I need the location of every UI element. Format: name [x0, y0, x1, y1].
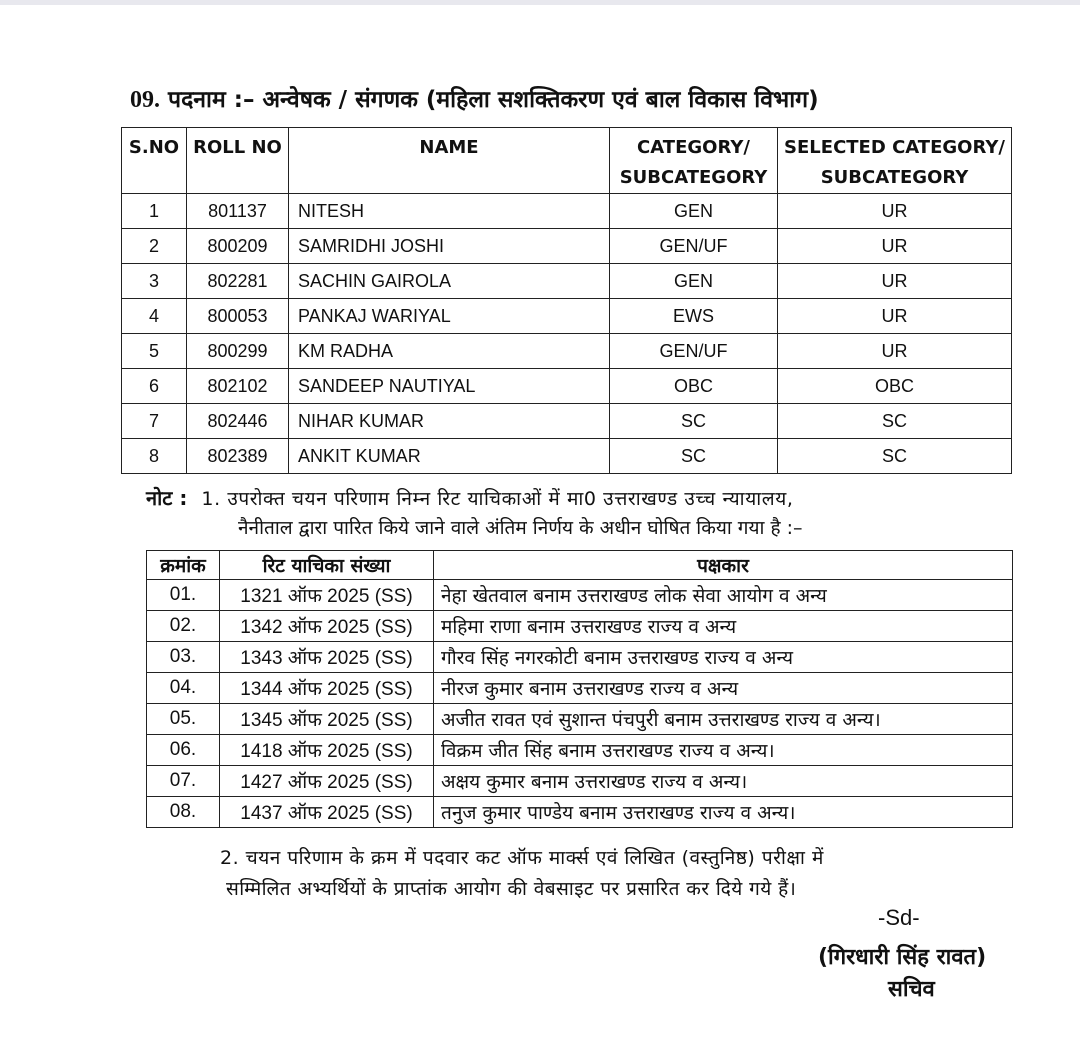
signatory-name: (गिरधारी सिंह रावत) — [818, 945, 987, 970]
cell-name: NIHAR KUMAR — [289, 404, 610, 439]
page-title — [130, 82, 1030, 114]
cell-selected-category: SC — [778, 439, 1012, 474]
cell-roll-no: 802446 — [187, 404, 289, 439]
cell-petition-number: 1345 ऑफ 2025 (SS) — [220, 704, 434, 735]
cell-petition-number: 1321 ऑफ 2025 (SS) — [220, 580, 434, 611]
table-row — [122, 334, 1012, 369]
cell-selected-category: UR — [778, 194, 1012, 229]
table-row — [122, 299, 1012, 334]
cell-parties: महिमा राणा बनाम उत्तराखण्ड राज्य व अन्य — [434, 611, 1013, 642]
cell-petition-number: 1344 ऑफ 2025 (SS) — [220, 673, 434, 704]
cell-petition-number: 1427 ऑफ 2025 (SS) — [220, 766, 434, 797]
table-row — [122, 439, 1012, 474]
cell-roll-no: 800299 — [187, 334, 289, 369]
cell-roll-no: 802102 — [187, 369, 289, 404]
header-serial: क्रमांक — [147, 551, 220, 580]
cell-parties: नीरज कुमार बनाम उत्तराखण्ड राज्य व अन्य — [434, 673, 1013, 704]
cell-sno: 5 — [122, 334, 187, 369]
cell-roll-no: 801137 — [187, 194, 289, 229]
signatory-title: सचिव — [888, 977, 935, 1002]
cell-parties: नेहा खेतवाल बनाम उत्तराखण्ड लोक सेवा आयोग व अन्य — [434, 580, 1013, 611]
table-row — [147, 766, 1013, 797]
table-row — [147, 611, 1013, 642]
cell-roll-no: 800053 — [187, 299, 289, 334]
cell-serial: 01. — [147, 580, 220, 611]
cell-petition-number: 1343 ऑफ 2025 (SS) — [220, 642, 434, 673]
cell-serial: 05. — [147, 704, 220, 735]
cell-name: KM RADHA — [289, 334, 610, 369]
cell-serial: 07. — [147, 766, 220, 797]
header-name: NAME — [289, 128, 610, 194]
table-row — [147, 735, 1013, 766]
cell-parties: अजीत रावत एवं सुशान्त पंचपुरी बनाम उत्तराखण्ड राज्य व अन्य। — [434, 704, 1013, 735]
writ-table-header — [147, 551, 1013, 580]
cell-selected-category: UR — [778, 299, 1012, 334]
cell-category: EWS — [610, 299, 778, 334]
cell-selected-category: OBC — [778, 369, 1012, 404]
cell-selected-category: SC — [778, 404, 1012, 439]
cell-name: NITESH — [289, 194, 610, 229]
cell-petition-number: 1342 ऑफ 2025 (SS) — [220, 611, 434, 642]
table-row — [122, 264, 1012, 299]
cell-category: SC — [610, 439, 778, 474]
cell-serial: 06. — [147, 735, 220, 766]
cell-serial: 08. — [147, 797, 220, 828]
cell-sno: 8 — [122, 439, 187, 474]
table-row — [147, 642, 1013, 673]
cell-name: SACHIN GAIROLA — [289, 264, 610, 299]
cell-parties: गौरव सिंह नगरकोटी बनाम उत्तराखण्ड राज्य व अन्य — [434, 642, 1013, 673]
cell-parties: तनुज कुमार पाण्डेय बनाम उत्तराखण्ड राज्य व अन्य। — [434, 797, 1013, 828]
cell-roll-no: 802281 — [187, 264, 289, 299]
header-selected-category: SELECTED CATEGORY/ SUBCATEGORY — [778, 128, 1012, 194]
cell-name: PANKAJ WARIYAL — [289, 299, 610, 334]
note-point1-line2: नैनीताल द्वारा पारित किये जाने वाले अंतिम निर्णय के अधीन घोषित किया गया है :– — [238, 517, 803, 539]
cell-serial: 02. — [147, 611, 220, 642]
cell-category: OBC — [610, 369, 778, 404]
cell-sno: 6 — [122, 369, 187, 404]
header-parties: पक्षकार — [434, 551, 1013, 580]
selection-table-header — [122, 128, 1012, 194]
cell-petition-number: 1418 ऑफ 2025 (SS) — [220, 735, 434, 766]
cell-sno: 7 — [122, 404, 187, 439]
cell-category: GEN/UF — [610, 334, 778, 369]
table-row — [147, 673, 1013, 704]
cell-selected-category: UR — [778, 334, 1012, 369]
cell-selected-category: UR — [778, 229, 1012, 264]
cell-sno: 1 — [122, 194, 187, 229]
cell-sno: 4 — [122, 299, 187, 334]
cell-petition-number: 1437 ऑफ 2025 (SS) — [220, 797, 434, 828]
cell-selected-category: UR — [778, 264, 1012, 299]
header-category: CATEGORY/ SUBCATEGORY — [610, 128, 778, 194]
cell-sno: 2 — [122, 229, 187, 264]
signature-sd: -Sd- — [878, 905, 920, 930]
cell-category: GEN — [610, 264, 778, 299]
table-row — [147, 797, 1013, 828]
cell-sno: 3 — [122, 264, 187, 299]
cell-name: SANDEEP NAUTIYAL — [289, 369, 610, 404]
table-row — [122, 229, 1012, 264]
top-border — [0, 0, 1080, 5]
cell-roll-no: 800209 — [187, 229, 289, 264]
cell-parties: अक्षय कुमार बनाम उत्तराखण्ड राज्य व अन्य। — [434, 766, 1013, 797]
header-sno: S.NO — [122, 128, 187, 194]
header-roll-no: ROLL NO — [187, 128, 289, 194]
note-point2-line1: 2. चयन परिणाम के क्रम में पदवार कट ऑफ मार्क्स एवं लिखित (वस्तुनिष्ठ) परीक्षा में — [220, 847, 824, 869]
note-label: नोट : — [146, 486, 188, 510]
cell-category: SC — [610, 404, 778, 439]
table-row — [122, 369, 1012, 404]
cell-category: GEN — [610, 194, 778, 229]
post-title: पदनाम :– अन्वेषक / संगणक (महिला सशक्तिकरण एवं बाल विकास विभाग) — [168, 87, 819, 113]
table-row — [122, 194, 1012, 229]
note-point2-line2: सम्मिलित अभ्यर्थियों के प्राप्तांक आयोग की वेबसाइट पर प्रसारित कर दिये गये हैं। — [226, 878, 797, 900]
note-section — [146, 483, 1026, 539]
cell-parties: विक्रम जीत सिंह बनाम उत्तराखण्ड राज्य व अन्य। — [434, 735, 1013, 766]
cell-roll-no: 802389 — [187, 439, 289, 474]
cell-serial: 03. — [147, 642, 220, 673]
table-row — [147, 580, 1013, 611]
cell-name: ANKIT KUMAR — [289, 439, 610, 474]
table-row — [122, 404, 1012, 439]
cell-serial: 04. — [147, 673, 220, 704]
note-point2 — [220, 843, 1030, 905]
post-number: 09. — [130, 87, 160, 113]
selection-table — [121, 127, 1012, 474]
writ-petition-table — [146, 550, 1013, 828]
cell-name: SAMRIDHI JOSHI — [289, 229, 610, 264]
table-row — [147, 704, 1013, 735]
cell-category: GEN/UF — [610, 229, 778, 264]
header-petition-number: रिट याचिका संख्या — [220, 551, 434, 580]
note-point1-line1: 1. उपरोक्त चयन परिणाम निम्न रिट याचिकाओं में मा0 उत्तराखण्ड उच्च न्यायालय, — [201, 488, 794, 510]
